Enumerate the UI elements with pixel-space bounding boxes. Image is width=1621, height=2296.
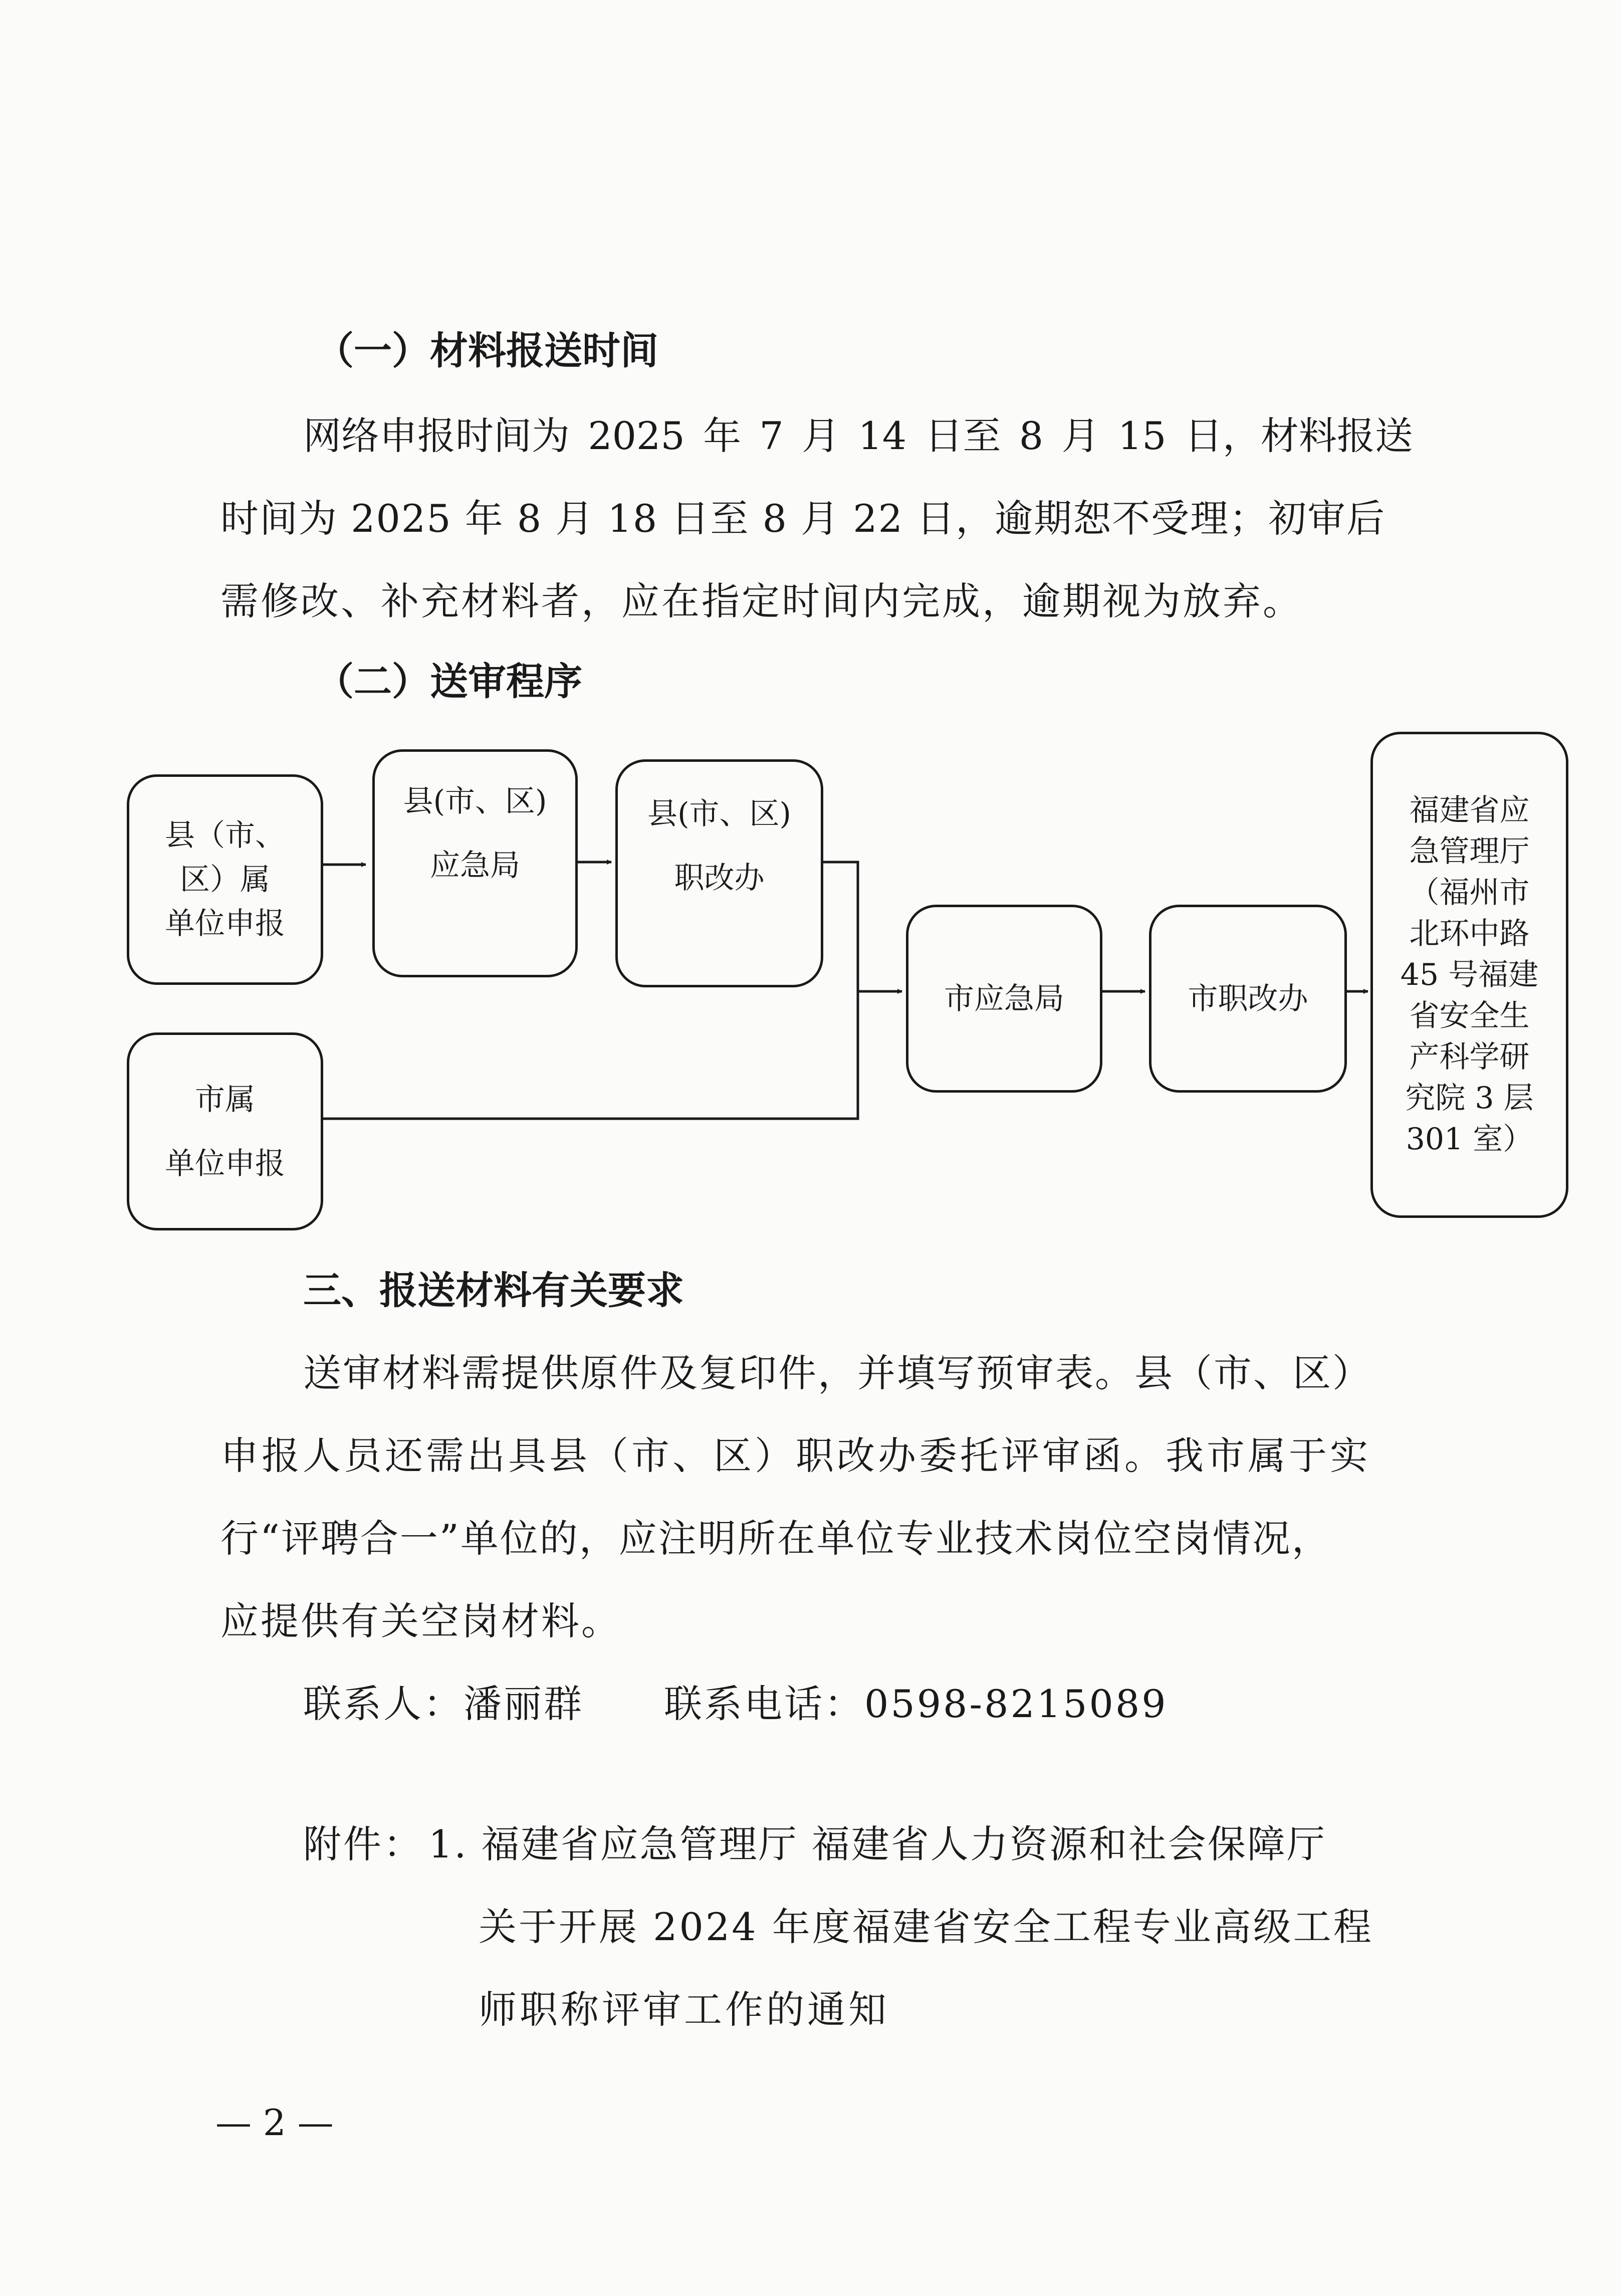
section1-heading: （一）材料报送时间: [316, 328, 658, 373]
box-province-line-1: 福建省应: [1409, 793, 1530, 828]
box-county-bureau-line-1: 县(市、区): [403, 784, 547, 819]
box-province-line-6: 省安全生: [1409, 998, 1530, 1033]
box-county-emergency-bureau: [372, 749, 578, 977]
contact-line: 联系人：潘丽群 联系电话：0598-8215089: [303, 1682, 1168, 1726]
box-city-emergency-bureau: [906, 905, 1102, 1093]
box-county-unit-line-2: 区）属: [180, 862, 270, 897]
section3-para-line-2: 申报人员还需出具县（市、区）职改办委托评审函。我市属于实: [220, 1433, 1371, 1478]
attachment-line-2: 关于开展 2024 年度福建省安全工程专业高级工程: [479, 1905, 1373, 1949]
section3-para-line-3: 行“评聘合一”单位的，应注明所在单位专业技术岗位空岗情况，: [220, 1516, 1331, 1561]
box-city-unit-line-1: 市属: [195, 1082, 255, 1117]
box-county-bureau-line-2: 应急局: [430, 848, 520, 883]
section1-para-line-1: 网络申报时间为 2025 年 7 月 14 日至 8 月 15 日，材料报送: [303, 413, 1413, 458]
box-province-line-9: 301 室）: [1406, 1122, 1533, 1157]
box-city-office-label: 市职改办: [1188, 981, 1308, 1016]
box-province-line-3: （福州市: [1409, 875, 1530, 910]
box-city-title-office: [1149, 905, 1347, 1093]
box-county-office-line-2: 职改办: [674, 861, 765, 896]
box-city-unit-apply: [127, 1032, 323, 1230]
box-province-line-4: 北环中路: [1409, 916, 1530, 951]
box-county-unit-line-1: 县（市、: [165, 818, 285, 853]
box-city-bureau-label: 市应急局: [944, 981, 1064, 1016]
box-city-unit-line-2: 单位申报: [165, 1146, 285, 1181]
line-county-office-right: [823, 862, 858, 991]
box-county-office-line-1: 县(市、区): [647, 796, 791, 831]
box-province-line-2: 急管理厅: [1409, 834, 1530, 869]
attachment-label: 附件：: [303, 1822, 423, 1866]
section1-para-line-2: 时间为 2025 年 8 月 18 日至 8 月 22 日，逾期恕不受理；初审后: [220, 496, 1386, 541]
section3-para-line-4: 应提供有关空岗材料。: [220, 1599, 621, 1643]
section3-heading: 三、报送材料有关要求: [303, 1268, 684, 1313]
line-city-unit-right: [322, 991, 858, 1119]
box-county-unit-line-3: 单位申报: [165, 906, 285, 941]
attachment-line-3: 师职称评审工作的通知: [479, 1987, 889, 2032]
box-county-title-office: [615, 759, 823, 987]
box-province-line-5: 45 号福建: [1400, 957, 1539, 992]
attachment-line-1: 1. 福建省应急管理厅 福建省人力资源和社会保障厅: [428, 1822, 1326, 1866]
section2-heading: （二）送审程序: [316, 659, 582, 704]
section1-para-line-3: 需修改、补充材料者，应在指定时间内完成，逾期视为放弃。: [220, 579, 1303, 623]
box-province-line-8: 究院 3 层: [1405, 1081, 1534, 1116]
page-number: — 2 —: [215, 2102, 334, 2144]
box-county-unit-apply: [127, 774, 323, 985]
box-province-line-7: 产科学研: [1409, 1039, 1530, 1075]
box-fujian-emergency-dept: [1370, 732, 1568, 1218]
section3-para-line-1: 送审材料需提供原件及复印件，并填写预审表。县（市、区）: [303, 1351, 1372, 1395]
